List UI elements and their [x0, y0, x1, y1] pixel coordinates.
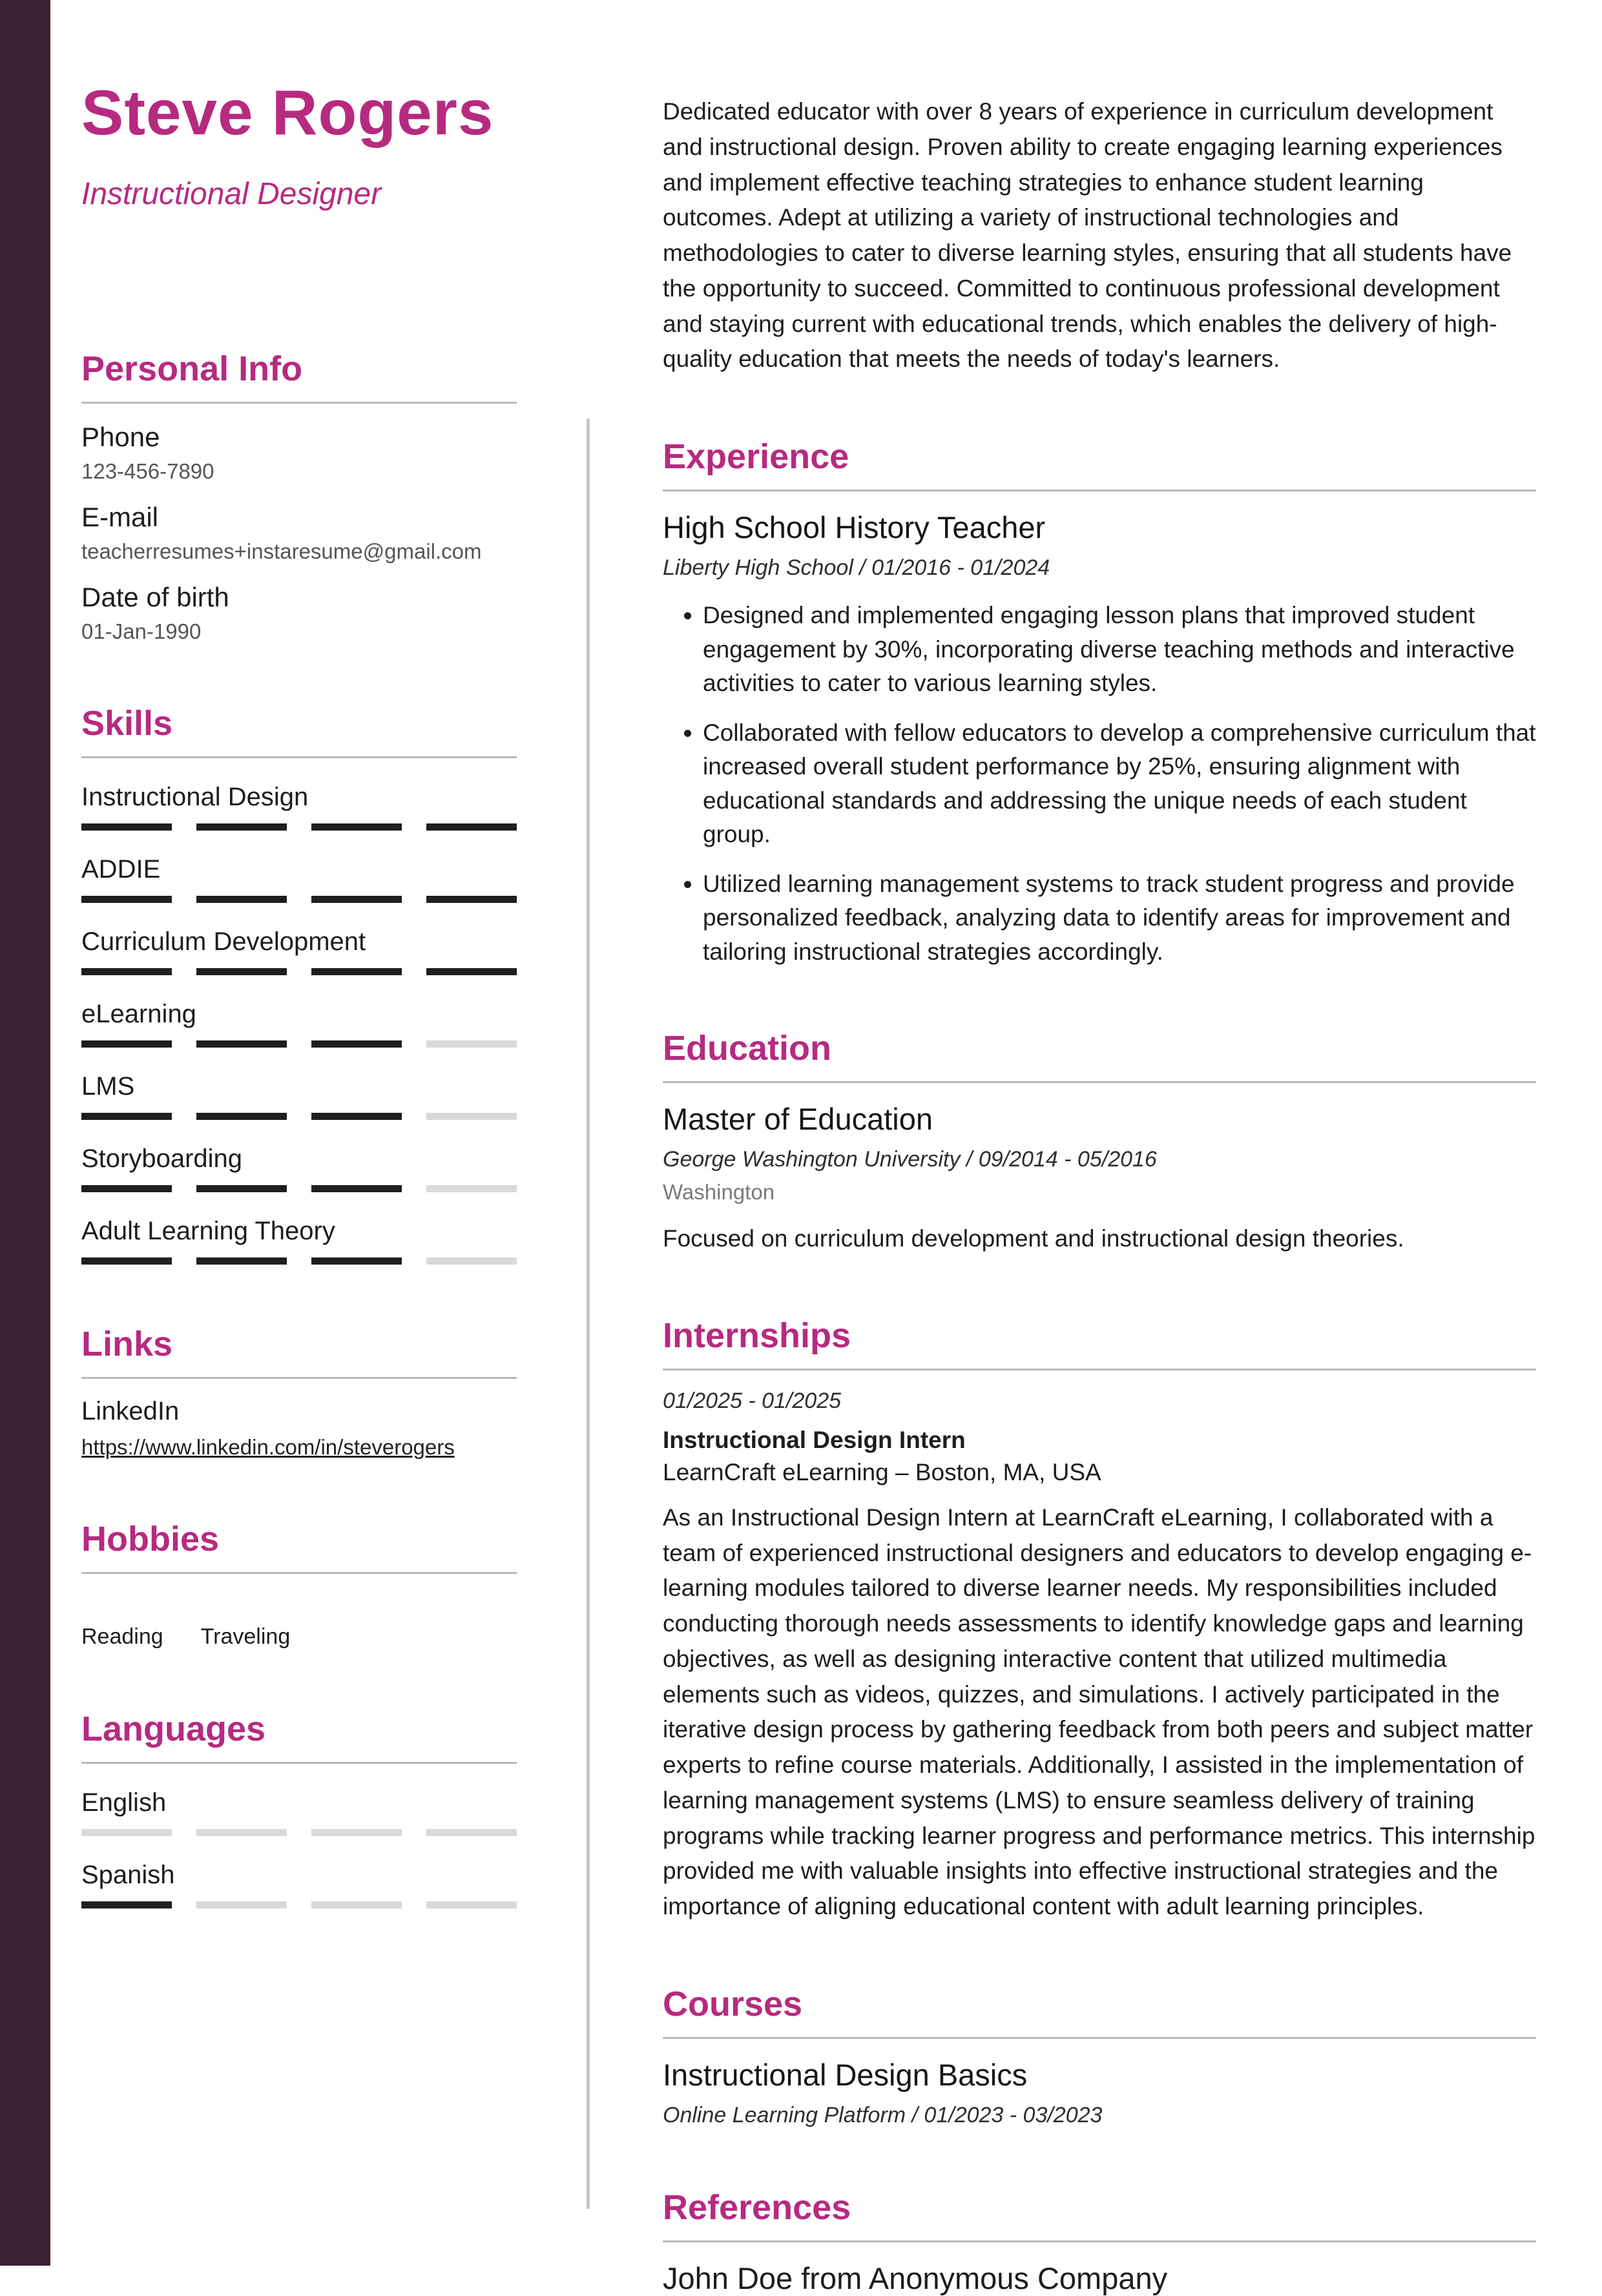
level-segment — [81, 1829, 172, 1836]
skill-item — [81, 1072, 517, 1120]
skill-level-bar — [81, 1257, 517, 1265]
skill-name: Adult Learning Theory — [81, 1217, 335, 1245]
section-heading: Languages — [81, 1710, 266, 1748]
language-name: English — [81, 1788, 167, 1817]
level-segment — [81, 1901, 172, 1908]
personal-info-item — [81, 582, 517, 644]
section-rule — [81, 402, 517, 404]
education-section — [663, 1028, 1536, 1256]
level-segment — [196, 1829, 287, 1836]
skill-item — [81, 1217, 517, 1265]
skill-level-bar — [81, 968, 517, 975]
level-segment — [196, 1901, 287, 1908]
level-segment — [426, 896, 517, 903]
education-meta: George Washington University / 09/2014 - 05/2016 — [663, 1147, 1157, 1172]
section-rule — [81, 756, 517, 758]
section-heading: Experience — [663, 437, 849, 476]
skill-level-bar — [81, 1040, 517, 1048]
degree-title: Master of Education — [663, 1102, 933, 1137]
section-heading: Education — [663, 1029, 832, 1068]
skill-name: ADDIE — [81, 855, 161, 884]
skill-name: Instructional Design — [81, 783, 309, 811]
linkedin-link[interactable]: https://www.linkedin.com/in/steverogers — [81, 1435, 455, 1459]
internship-entry — [663, 1389, 1536, 1925]
internships-section — [663, 1316, 1536, 1925]
internship-organization: LearnCraft eLearning – Boston, MA, USA — [663, 1458, 1101, 1485]
section-heading: Courses — [663, 1984, 803, 2023]
level-segment — [196, 896, 287, 903]
level-segment — [81, 968, 172, 975]
level-segment — [196, 1185, 287, 1192]
internship-role: Instructional Design Intern — [663, 1426, 966, 1453]
links-section — [81, 1324, 517, 1460]
profile-summary: Dedicated educator with over 8 years of experience in curriculum development and instructional design. Proven ability to create engaging learning experiences and implement effective teaching strategies to enhance student learning outcomes. Adept at utilizing a variety of instructional technologies and methodologies to cater to diverse learning styles, ensuring that all students have the opportunity to succeed. Committed to continuous professional development and staying current with educational trends, which enables the delivery of high-quality education that meets the needs of today's learners. — [663, 98, 1512, 373]
section-rule — [663, 1081, 1536, 1083]
level-segment — [426, 1901, 517, 1908]
personal-info-section — [81, 349, 517, 644]
level-segment — [426, 968, 517, 975]
section-rule — [663, 2037, 1536, 2039]
skill-item — [81, 1144, 517, 1192]
hobbies-section — [81, 1519, 517, 1650]
job-bullet: • Utilized learning management systems to track student progress and provide personalized feedback, analyzing data to identify areas for improvement and tailoring instructional strategies accordingly. — [703, 867, 1536, 969]
section-rule — [663, 490, 1536, 491]
skill-name: eLearning — [81, 1000, 196, 1028]
level-segment — [311, 1113, 402, 1120]
education-entry — [663, 1101, 1536, 1256]
level-segment — [426, 823, 517, 831]
level-segment — [426, 1040, 517, 1048]
level-segment — [311, 968, 402, 975]
section-rule — [663, 1369, 1536, 1370]
job-bullet-list — [663, 599, 1536, 969]
page-content — [81, 76, 1537, 2296]
job-bullet: • Designed and implemented engaging lesson plans that improved student engagement by 30%, incorporating diverse teaching methods and interactive activities to cater to various learning styles. — [703, 599, 1536, 701]
phone-value: 123-456-7890 — [81, 459, 214, 483]
course-title: Instructional Design Basics — [663, 2057, 1028, 2092]
level-segment — [81, 1257, 172, 1265]
references-section — [663, 2187, 1536, 2296]
job-title: High School History Teacher — [663, 510, 1046, 544]
person-name: Steve Rogers — [81, 77, 494, 148]
level-segment — [81, 1040, 172, 1048]
language-item — [81, 1788, 517, 1836]
section-heading: References — [663, 2187, 851, 2227]
section-rule — [663, 2240, 1536, 2242]
level-segment — [311, 1901, 402, 1908]
reference-name: John Doe from Anonymous Company — [663, 2260, 1168, 2295]
level-segment — [81, 896, 172, 903]
section-heading: Internships — [663, 1316, 851, 1355]
education-description: Focused on curriculum development and instructional design theories. — [663, 1225, 1404, 1252]
internship-description: As an Instructional Design Intern at LearnCraft eLearning, I collaborated with a team of experienced instructional designers and educators to develop engaging e-learning modules tailored to diverse learner needs. My responsibilities included conducting thorough needs assessments to identify knowledge gaps and learning objectives, as well as designing interactive content that utilized multimedia elements such as videos, quizzes, and simulations. I actively participated in the iterative design process by gathering feedback from both peers and subject matter experts to refine course materials. Additionally, I assisted in the implementation of learning management systems (LMS) to ensure seamless delivery of training programs while tracking learner progress and performance metrics. This internship provided me with valuable insights into effective instructional strategies and the importance of aligning educational content with adult learning principles. — [663, 1504, 1535, 1920]
skill-level-bar — [81, 1185, 517, 1192]
job-meta: Liberty High School / 01/2016 - 01/2024 — [663, 555, 1050, 580]
course-meta: Online Learning Platform / 01/2023 - 03/2023 — [663, 2102, 1103, 2127]
level-segment — [81, 823, 172, 831]
personal-info-label: Date of birth — [81, 582, 229, 612]
courses-section — [663, 1984, 1536, 2128]
languages-section — [81, 1709, 517, 1908]
level-segment — [426, 1185, 517, 1192]
level-segment — [81, 1185, 172, 1192]
job-bullet: • Collaborated with fellow educators to develop a comprehensive curriculum that increased overall student performance by 25%, ensuring alignment with educational standards and addressing the unique needs of each student group. — [703, 716, 1536, 852]
skill-item — [81, 927, 517, 975]
level-segment — [426, 1829, 517, 1836]
skill-item — [81, 1000, 517, 1048]
personal-info-label: E-mail — [81, 502, 159, 532]
hobby-item: Traveling — [200, 1624, 291, 1649]
skill-level-bar — [81, 1113, 517, 1120]
section-heading: Personal Info — [81, 349, 303, 388]
skill-name: Curriculum Development — [81, 927, 366, 956]
personal-info-item — [81, 422, 517, 484]
skill-level-bar — [81, 823, 517, 831]
level-segment — [311, 896, 402, 903]
person-title: Instructional Designer — [81, 177, 382, 211]
level-segment — [311, 1040, 402, 1048]
link-label: LinkedIn — [81, 1397, 180, 1425]
section-heading: Skills — [81, 704, 173, 743]
personal-info-label: Phone — [81, 422, 160, 452]
section-rule — [81, 1377, 517, 1379]
personal-info-item — [81, 502, 517, 564]
sidebar — [81, 76, 517, 2296]
language-item — [81, 1861, 517, 1908]
experience-section — [663, 437, 1536, 969]
level-segment — [196, 968, 287, 975]
internship-dates: 01/2025 - 01/2025 — [663, 1388, 842, 1413]
section-rule — [81, 1572, 517, 1574]
skills-section — [81, 703, 517, 1265]
level-segment — [311, 1185, 402, 1192]
section-heading: Links — [81, 1325, 173, 1363]
level-segment — [81, 1113, 172, 1120]
main-column — [663, 76, 1536, 2296]
left-accent-stripe — [0, 0, 50, 2266]
section-heading: Hobbies — [81, 1520, 220, 1558]
language-level-bar — [81, 1901, 517, 1908]
level-segment — [196, 1040, 287, 1048]
skill-name: LMS — [81, 1072, 135, 1101]
email-value: teacherresumes+instaresume@gmail.com — [81, 539, 482, 563]
skill-item — [81, 783, 517, 831]
level-segment — [311, 1829, 402, 1836]
birthdate-value: 01-Jan-1990 — [81, 619, 202, 643]
level-segment — [196, 1113, 287, 1120]
level-segment — [311, 1257, 402, 1265]
level-segment — [196, 823, 287, 831]
level-segment — [311, 823, 402, 831]
skill-item — [81, 855, 517, 903]
experience-entry — [663, 510, 1536, 969]
education-location: Washington — [663, 1180, 775, 1205]
skill-name: Storyboarding — [81, 1144, 243, 1173]
level-segment — [426, 1113, 517, 1120]
section-rule — [81, 1762, 517, 1764]
language-level-bar — [81, 1829, 517, 1836]
language-name: Spanish — [81, 1861, 175, 1889]
hobbies-list — [81, 1624, 517, 1650]
course-entry — [663, 2057, 1536, 2128]
level-segment — [426, 1257, 517, 1265]
skill-level-bar — [81, 896, 517, 903]
hobby-item: Reading — [81, 1624, 163, 1649]
level-segment — [196, 1257, 287, 1265]
